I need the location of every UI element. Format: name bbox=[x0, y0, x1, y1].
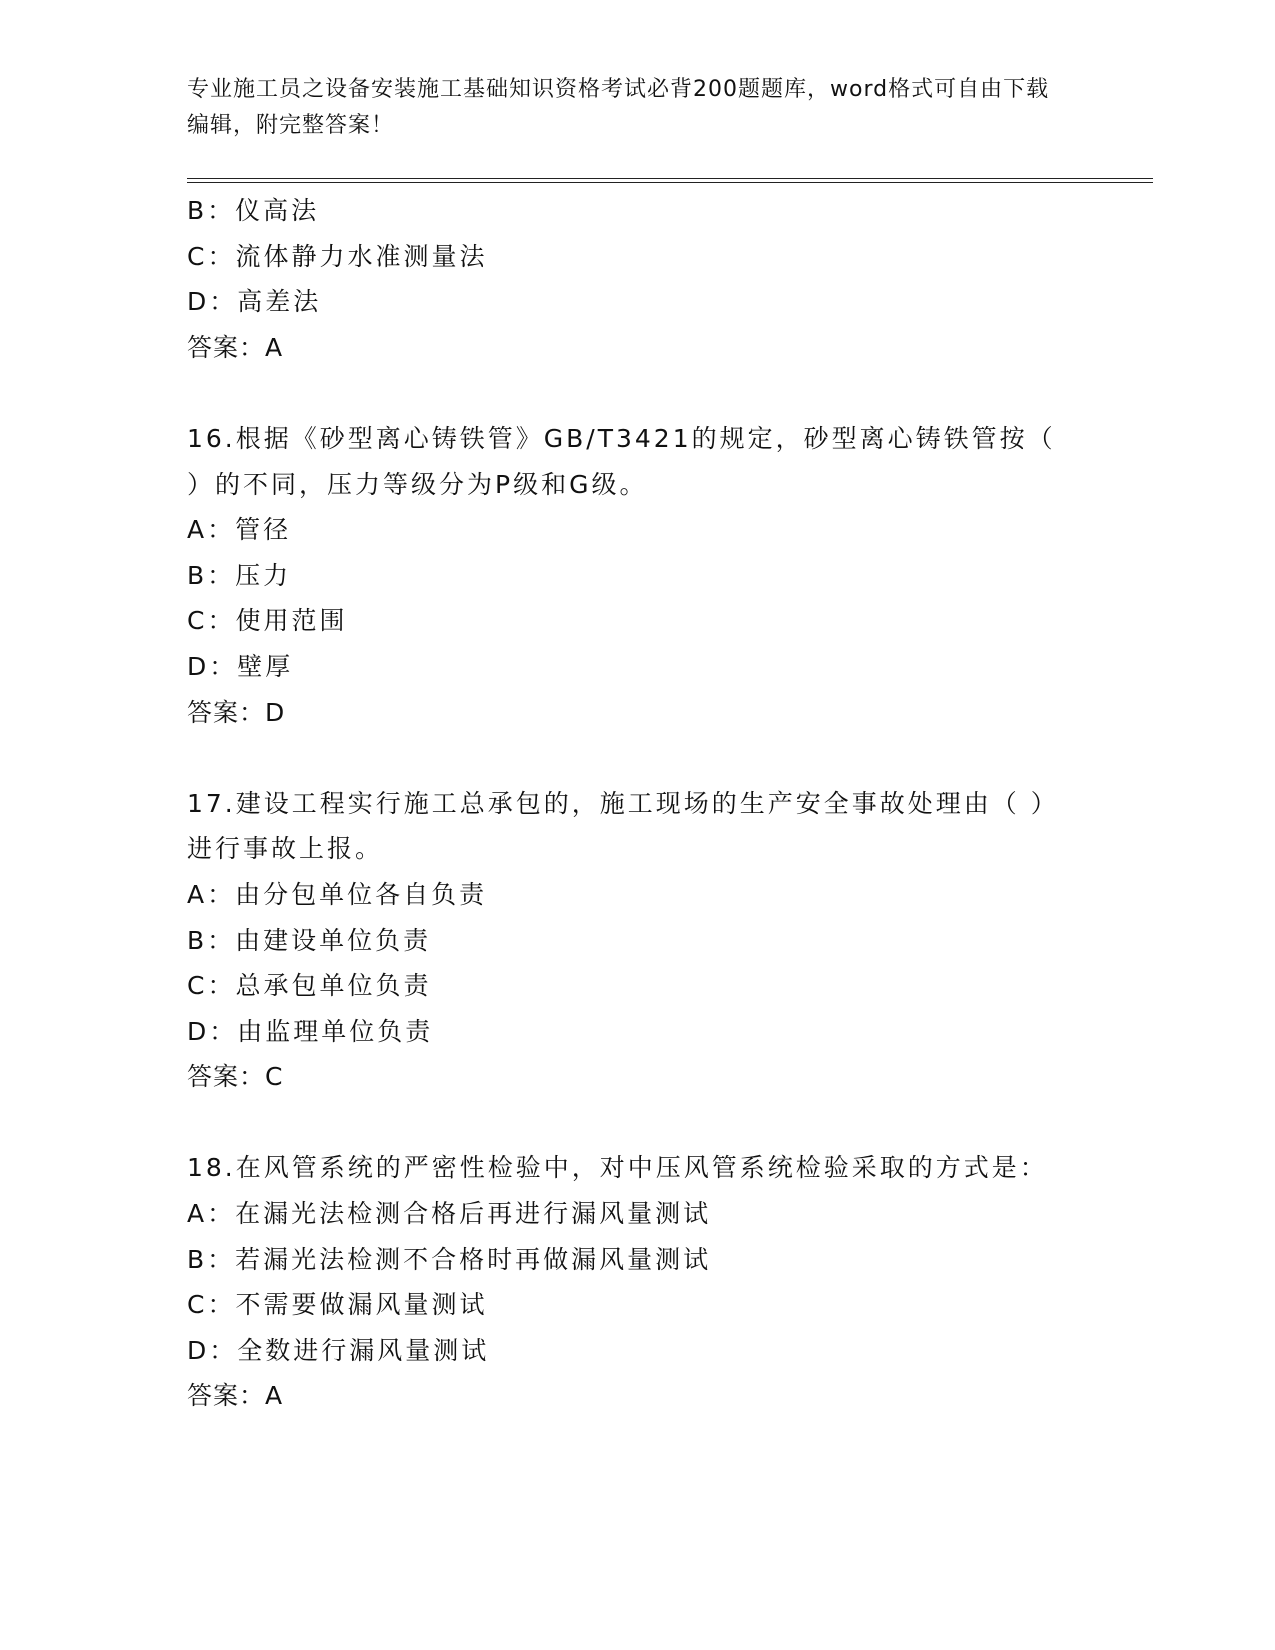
option-a: A：由分包单位各自负责 bbox=[187, 879, 488, 909]
answer: 答案：A bbox=[187, 332, 284, 362]
option-a: A：管径 bbox=[187, 515, 292, 545]
question-stem: 18.在风管系统的严密性检验中，对中压风管系统检验采取的方式是： bbox=[187, 1153, 1048, 1183]
spacer bbox=[187, 735, 1087, 781]
question-list bbox=[187, 188, 1087, 1419]
option-d: D：壁厚 bbox=[187, 651, 294, 681]
answer: 答案：D bbox=[187, 697, 286, 727]
question-18 bbox=[187, 1145, 1087, 1419]
option-c: C：不需要做漏风量测试 bbox=[187, 1290, 488, 1320]
option-d: D：由监理单位负责 bbox=[187, 1016, 434, 1046]
spacer bbox=[187, 1100, 1087, 1146]
option-b: B：由建设单位负责 bbox=[187, 925, 432, 955]
option-d: D：高差法 bbox=[187, 287, 322, 317]
option-c: C：总承包单位负责 bbox=[187, 971, 432, 1001]
spacer bbox=[187, 370, 1087, 416]
question-16 bbox=[187, 416, 1087, 735]
option-b: B：仪高法 bbox=[187, 196, 320, 225]
option-a: A：在漏光法检测合格后再进行漏风量测试 bbox=[187, 1199, 712, 1229]
answer: 答案：C bbox=[187, 1062, 284, 1092]
option-c: C：使用范围 bbox=[187, 606, 348, 636]
document-header: 专业施工员之设备安装施工基础知识资格考试必背200题题库，word格式可自由下载编辑，附完整答案！ bbox=[187, 77, 1050, 138]
option-d: D：全数进行漏风量测试 bbox=[187, 1335, 490, 1365]
option-b: B：压力 bbox=[187, 560, 292, 590]
answer: 答案：A bbox=[187, 1381, 284, 1411]
question-17 bbox=[187, 781, 1087, 1100]
option-c: C：流体静力水准测量法 bbox=[187, 241, 488, 271]
header-rule-bottom bbox=[187, 182, 1153, 183]
header-rule-top bbox=[187, 178, 1153, 179]
option-b: B：若漏光法检测不合格时再做漏风量测试 bbox=[187, 1244, 712, 1274]
question-stem: 16.根据《砂型离心铸铁管》GB/T3421的规定，砂型离心铸铁管按（ ）的不同，压力等级分为P级和G级。 bbox=[187, 423, 1056, 499]
question-15-tail bbox=[187, 188, 1087, 370]
question-stem: 17.建设工程实行施工总承包的，施工现场的生产安全事故处理由（ ）进行事故上报。 bbox=[187, 788, 1047, 864]
